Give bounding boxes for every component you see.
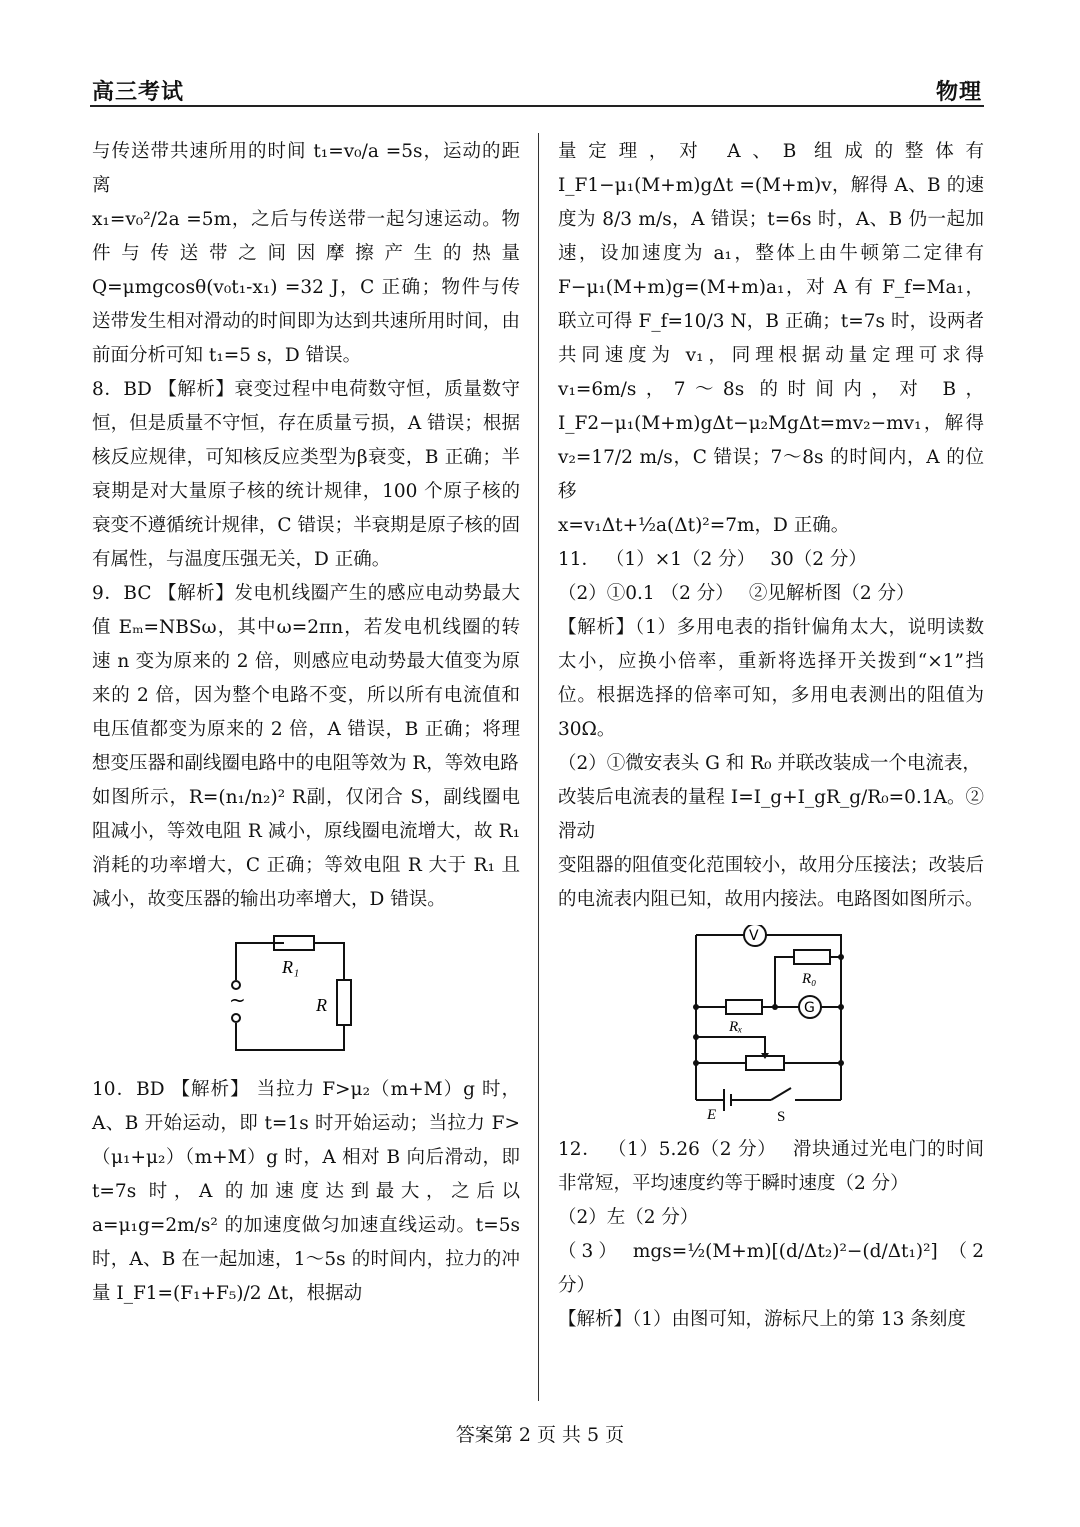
voltmeter-symbol: V — [749, 928, 759, 944]
answer-12-line3: （3） mgs=½(M+m)[(d/Δt₂)²−(d/Δt₁)²] （2 分） — [558, 1241, 984, 1296]
answer-9-part1: 9．BC 【解析】发电机线圈产生的感应电动势最大值 Eₘ=NBSω，其中ω=2πn，若发电机线圈的转速 n 变为原来的 2 倍，则感应电动势最大值变为原来的 2 倍，因为整个电路不变，所以所有电流值和电压值都变为原来的 2 倍，A 错误，B 正确；将理想变压器和副线圈电路中的电阻等效为 R，等效电路 — [92, 583, 520, 774]
left-para-2: x₁=v₀²/2a =5m，之后与传送带一起匀速运动。物件与传送带之间因摩擦产生的热量 Q=μmgcosθ(v₀t₁-x₁) =32 J，C 正确；物件与传送带发生相对滑动的时间即为达到共速所用时间，由前面分析可知 t₁=5 s，D 错误。 — [92, 209, 520, 366]
resistor-rx-label: Rₓ — [729, 1019, 743, 1035]
header-divider — [90, 105, 984, 107]
page-footer: 答案第 2 页 共 5 页 — [455, 1424, 625, 1446]
column-divider — [538, 133, 539, 1401]
right-para-2: x=v₁Δt+½a(Δt)²=7m，D 正确。 — [558, 515, 850, 536]
answer-12-line2: （2）左（2 分） — [558, 1207, 699, 1228]
answer-12-analysis: 【解析】（1）由图可知，游标尺上的第 13 条刻度 — [558, 1309, 966, 1330]
left-column — [92, 135, 520, 1311]
answer-11-range: 改装后电流表的量程 I=I_g+I_gR_g/R₀=0.1A。②滑动 — [558, 787, 984, 842]
equivalent-circuit-diagram — [226, 925, 386, 1065]
right-para-1: 量定理，对 A、B 组成的整体有 I_F1−μ₁(M+m)gΔt =(M+m)v，解得 A、B 的速度为 8/3 m/s，A 错误；t=6s 时，A、B 仍一起加速，设加速度为 a₁，整体上由牛顿第二定律有 F−μ₁(M+m)g=(M+m)a₁，对 A 有 F_f=Ma₁，联立可得 F_f=10/3 N，B 正确；t=7s 时，设两者共同速度为 v₁，同理根据动量定理可求得 v₁=6m/s，7～8s 的时间内，对 B，I_F2−μ₁(M+m)gΔt−μ₂MgΔt=mv₂−mv₁，解得 v₂=17/2 m/s，C 错误；7～8s 的时间内，A 的位移 — [558, 141, 984, 502]
measurement-circuit-diagram — [691, 925, 851, 1125]
right-column — [558, 135, 984, 1337]
answer-10: 10．BD 【解析】 当拉力 F>μ₂（m+M）g 时，A、B 开始运动，即 t=1s 时开始运动；当拉力 F>（μ₁+μ₂）（m+M）g 时，A 相对 B 向后滑动，即 t=7s 时，A 的加速度达到最大，之后以 a=μ₁g=2m/s² 的加速度做匀加速直线运动。t=5s 时，A、B 在一起加速，1～5s 的时间内，拉力的冲量 I_F1=(F₁+F₅)/2 Δt，根据动 — [92, 1079, 520, 1304]
answer-11-analysis: 【解析】（1）多用电表的指针偏角太大，说明读数太小，应换小倍率，重新将选择开关拨到“×1”挡位。根据选择的倍率可知，多用电表测出的阻值为 30Ω。 — [558, 617, 984, 740]
resistor-r1-label: R₁ — [282, 957, 300, 977]
answer-8: 8．BD 【解析】衰变过程中电荷数守恒，质量数守恒，但是质量不守恒，存在质量亏损，A 错误；根据核反应规律，可知核反应类型为β衰变，B 正确；半衰期是对大量原子核的统计规律，100 个原子核的衰变不遵循统计规律，C 错误；半衰期是原子核的固有属性，与温度压强无关，D 正确。 — [92, 379, 520, 570]
answer-9-part2: 如图所示，R=(n₁/n₂)² R副，仅闭合 S，副线圈电阻减小，等效电阻 R 减小，原线圈电流增大，故 R₁ 消耗的功率增大，C 正确；等效电阻 R 大于 R₁ 且减小，故变压器的输出功率增大，D 错误。 — [92, 787, 520, 910]
ac-source-symbol: ~ — [229, 988, 246, 1012]
answer-11-circuit-text: 变阻器的阻值变化范围较小，故用分压接法；改装后的电流表内阻已知，故用内接法。电路图如图所示。 — [558, 855, 984, 910]
answer-11-line1: 11． （1）×1（2 分） 30（2 分） — [558, 549, 867, 570]
resistor-r-label: R — [316, 995, 327, 1015]
header-subject: 物理 — [935, 79, 982, 105]
answer-12-line1: 12． （1）5.26（2 分） 滑块通过光电门的时间非常短，平均速度约等于瞬时速度（2 分） — [558, 1139, 984, 1194]
battery-label: E — [707, 1107, 717, 1123]
resistor-r0-label: R₀ — [802, 971, 817, 987]
switch-label: S — [777, 1109, 786, 1125]
answer-11-line2: （2）①0.1 （2 分） ②见解析图（2 分） — [558, 583, 915, 604]
left-para-1: 与传送带共速所用的时间 t₁=v₀/a =5s，运动的距离 — [92, 141, 520, 196]
header-title: 高三考试 — [92, 79, 185, 105]
galvanometer-symbol: G — [804, 1000, 815, 1016]
answer-11-part2: （2）①微安表头 G 和 R₀ 并联改装成一个电流表， — [558, 753, 981, 774]
